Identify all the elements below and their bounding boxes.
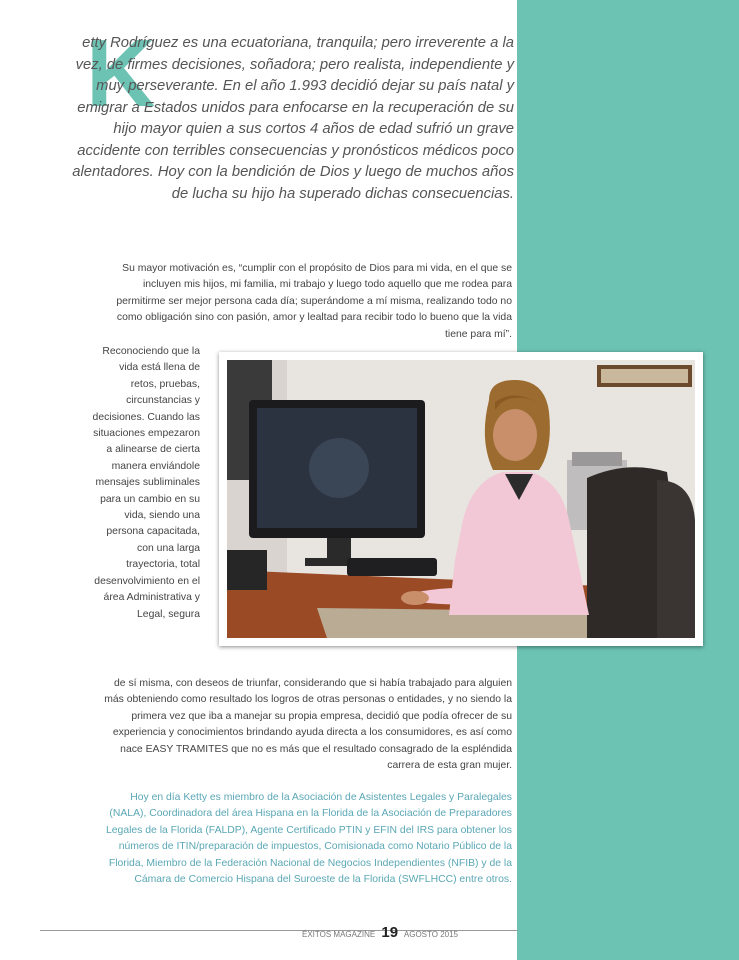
memberships-paragraph [96, 790, 512, 888]
motivation-text: Su mayor motivación es, “cumplir con el propósito de Dios para mi vida, en el que se incluyen mis hijos, mi familia, mi trabajo y luego todo aquello que me rodea para permitirme ser mejor persona cada día; superándome a mí misma, realizando todo no como obligación sino con pasión, amor y lealtad para recibir todo lo bueno que la vida tiene para mí”. [116, 263, 512, 340]
page-number: 19 [381, 924, 399, 941]
office-photo-illustration [227, 360, 695, 638]
company-origin-text: de sí misma, con deseos de triunfar, considerando que si había trabajado para alguien más obteniendo como resultado los logros de otras personas o entidades, y no siendo la primera vez que iba a manejar su propia empresa, decidió que podía ofrecer de su experiencia y conocimientos brindando ayuda directa a los consumidores, es así como nace EASY TRAMITES que no es más que el resultado consagrado de la espléndida carrera de esta gran mujer. [104, 678, 512, 772]
memberships-text: Hoy en día Ketty es miembro de la Asociación de Asistentes Legales y Paralegales (NALA), Coordinadora del área Hispana en la Florida de la Asociación de Preparadores Legales de la Florida (FALDP), Agente Certificado PTIN y EFIN del IRS para obtener los números de ITIN/preparación de impuestos, Comisionada como Notario Público de la Florida, Miembro de la Federación Nacional de Negocios Independientes (NFIB) y de la Cámara de Comercio Hispana del Suroeste de la Florida (SWFLHCC) entre otros. [105, 792, 512, 886]
office-photo [227, 360, 695, 638]
company-origin-paragraph [96, 676, 512, 774]
drop-cap-letter: K [86, 20, 156, 127]
intro-text: etty Rodríguez es una ecuatoriana, tranquila; pero irreverente a la vez, de firmes decisiones, soñadora; pero realista, independiente y muy perseverante. En el año 1.993 decidió dejar su país natal y emigrar a Estados unidos para enfocarse en la recuperación de su hijo mayor quien a sus cortos 4 años de edad sufrió un grave accidente con terribles consecuencias y pronósticos médicos poco alentadores. Hoy con la bendición de Dios y luego de muchos años de lucha su hijo ha superado dichas consecuencias. [72, 35, 514, 202]
footer-issue-date: AGOSTO 2015 [403, 930, 458, 939]
motivation-paragraph [96, 261, 512, 343]
narrow-text-column: Reconociendo que la vida está llena de retos, pruebas, circunstancias y decisiones. Cuando las situaciones empezaron a alinearse de cierta manera enviándole mensajes subliminales para un cambio en su vida, siendo una persona capacitada, con una larga trayectoria, total desenvolvimiento en el área Administrativa y Legal, segura [92, 346, 200, 620]
photo-frame [219, 352, 703, 646]
footer-magazine-name: ÉXITOS MAGAZINE [301, 930, 376, 939]
page-footer [260, 924, 500, 941]
intro-paragraph [70, 33, 514, 205]
